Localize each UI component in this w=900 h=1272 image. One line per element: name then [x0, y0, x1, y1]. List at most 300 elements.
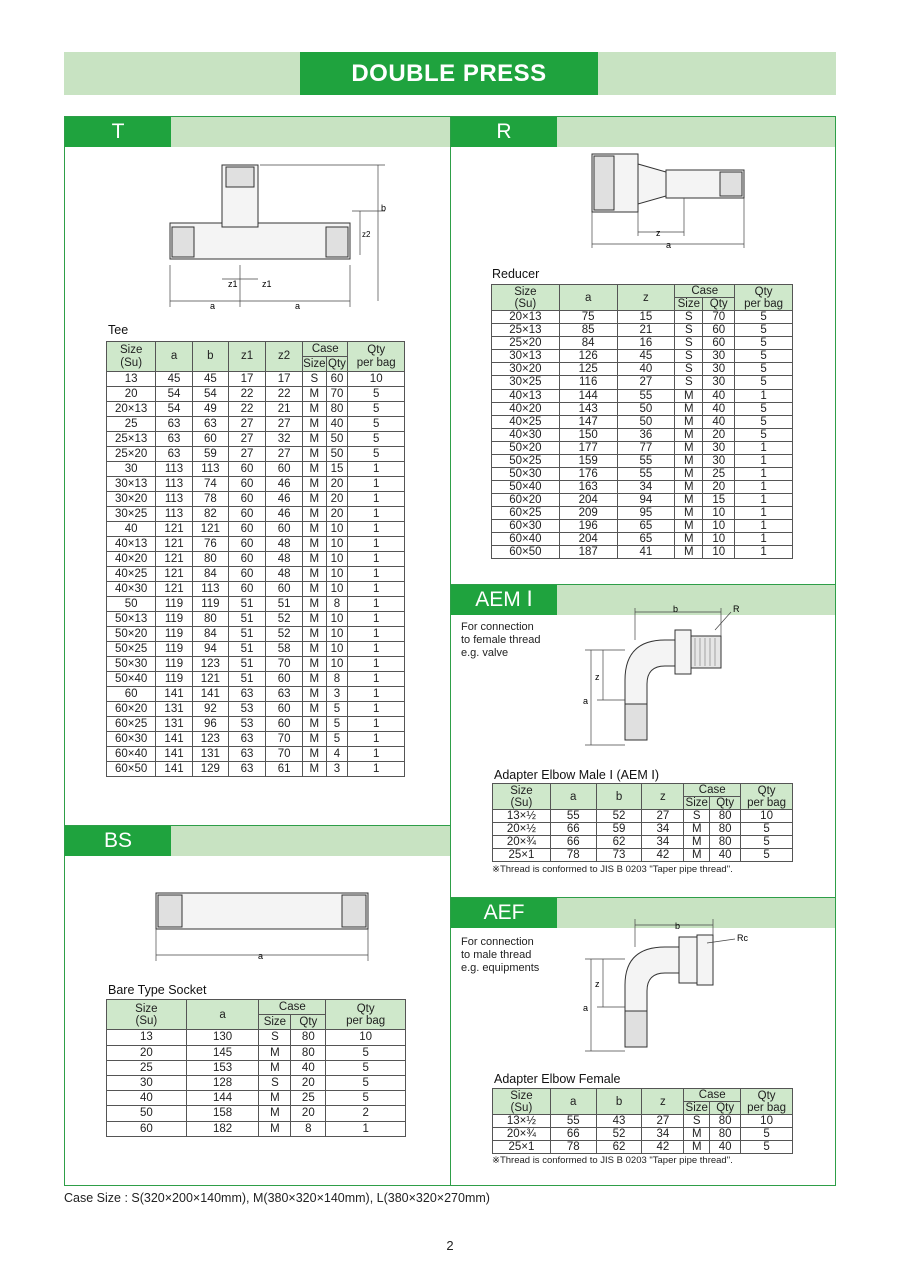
reducer-drawing — [580, 150, 760, 250]
tee-table-cell: 48 — [266, 552, 303, 567]
aem-table-cell: 13×½ — [493, 810, 551, 823]
reducer-table-cell: 126 — [559, 350, 617, 363]
bs-tab: BS — [65, 826, 171, 856]
tee-table-cell: 63 — [229, 762, 266, 777]
bs-table-cell: 20 — [291, 1075, 326, 1090]
tee-table-cell: 51 — [229, 657, 266, 672]
reducer-table-cell: 75 — [559, 311, 617, 324]
reducer-table-cell: 16 — [617, 337, 675, 350]
reducer-table-cell: 60×30 — [492, 520, 560, 533]
tee-table-cell: 40×20 — [107, 552, 156, 567]
tee-dim-z1b: z1 — [262, 279, 272, 289]
tee-table-cell: 50×40 — [107, 672, 156, 687]
tee-table-row — [107, 447, 405, 462]
tee-table-cell: 10 — [326, 627, 348, 642]
tee-table-cell: 63 — [266, 687, 303, 702]
bs-table-cell: M — [259, 1106, 291, 1121]
bs-table-cell: 182 — [186, 1121, 259, 1136]
bs-th-case-size: Size — [259, 1015, 291, 1030]
reducer-table-cell: 65 — [617, 533, 675, 546]
tee-table-cell: 60 — [229, 552, 266, 567]
aem-th-case-size: Size — [685, 797, 708, 810]
bs-th-a: a — [186, 1000, 259, 1030]
reducer-table-cell: 25×13 — [492, 324, 560, 337]
reducer-caption: Reducer — [492, 267, 540, 281]
reducer-th-case-qty: Qty — [703, 298, 735, 311]
tee-table-row — [107, 687, 405, 702]
tee-caption: Tee — [108, 323, 129, 337]
aem-dim-r: R — [733, 604, 740, 614]
tee-table-cell: 60×40 — [107, 747, 156, 762]
tee-table-cell: 84 — [192, 567, 228, 582]
aem-th-b: b — [596, 784, 642, 810]
tee-table-cell: 53 — [229, 702, 266, 717]
reducer-table-row — [492, 507, 793, 520]
tee-table-cell: 1 — [348, 477, 405, 492]
tee-table-cell: 48 — [266, 537, 303, 552]
tee-table-cell: M — [303, 552, 326, 567]
aem-table-cell: 5 — [741, 849, 793, 862]
bs-table-row — [107, 1030, 406, 1045]
tee-table-cell: 129 — [192, 762, 228, 777]
tee-table-cell: 10 — [326, 567, 348, 582]
tee-th-qty: Qty per bag — [348, 342, 405, 372]
tee-table-cell: 51 — [229, 597, 266, 612]
reducer-table-cell: 1 — [735, 533, 793, 546]
bs-th-size: Size (Su) — [107, 1000, 187, 1030]
tee-table-cell: 121 — [156, 582, 192, 597]
bs-table-cell: M — [259, 1045, 291, 1060]
tee-table-cell: 22 — [266, 387, 303, 402]
tee-table-cell: 119 — [156, 627, 192, 642]
tee-table-cell: 63 — [156, 432, 192, 447]
reducer-table-cell: 20×13 — [492, 311, 560, 324]
reducer-table-cell: 25×20 — [492, 337, 560, 350]
tee-table-cell: 60 — [229, 477, 266, 492]
reducer-table-cell: 60×50 — [492, 546, 560, 559]
tee-th-case: Case — [303, 342, 348, 357]
tee-table-cell: 1 — [348, 657, 405, 672]
aef-th-case-qty: Qty — [710, 1102, 741, 1115]
reducer-table-cell: M — [675, 454, 703, 467]
aef-dim-a: a — [583, 1003, 589, 1013]
tee-table-cell: 113 — [156, 462, 192, 477]
aef-table — [492, 1088, 793, 1154]
bs-table-cell: 1 — [326, 1121, 406, 1136]
tee-table-cell: 63 — [229, 747, 266, 762]
reducer-table-cell: 50 — [617, 402, 675, 415]
tee-table-cell: 40 — [107, 522, 156, 537]
reducer-table-cell: 116 — [559, 376, 617, 389]
tee-table-cell: 141 — [156, 762, 192, 777]
reducer-table-cell: 84 — [559, 337, 617, 350]
reducer-table-cell: S — [675, 350, 703, 363]
bs-caption: Bare Type Socket — [108, 983, 207, 997]
tee-table-cell: 82 — [192, 507, 228, 522]
aef-th-size: Size (Su) — [493, 1089, 551, 1115]
aef-table-cell: 78 — [550, 1141, 596, 1154]
bs-table-cell: 153 — [186, 1060, 259, 1075]
reducer-table-cell: 27 — [617, 376, 675, 389]
tee-dim-b: b — [381, 203, 387, 213]
reducer-table-cell: 30 — [703, 376, 735, 389]
bs-dim-a: a — [258, 951, 264, 961]
reducer-table-row — [492, 454, 793, 467]
reducer-table-cell: M — [675, 546, 703, 559]
bs-table-cell: 8 — [291, 1121, 326, 1136]
tee-dim-a2: a — [295, 301, 301, 311]
reducer-table-cell: 1 — [735, 389, 793, 402]
reducer-table-cell: 1 — [735, 494, 793, 507]
tee-table-cell: 40×30 — [107, 582, 156, 597]
tee-table-cell: 60×25 — [107, 717, 156, 732]
tee-table-cell: 1 — [348, 507, 405, 522]
tee-table-cell: 60 — [266, 582, 303, 597]
tee-table-cell: 92 — [192, 702, 228, 717]
tee-table-row — [107, 507, 405, 522]
reducer-table-cell: 5 — [735, 376, 793, 389]
tee-table-cell: 60×50 — [107, 762, 156, 777]
tee-table-cell: 1 — [348, 567, 405, 582]
bs-table-cell: 25 — [291, 1091, 326, 1106]
tee-table-cell: 60 — [192, 432, 228, 447]
reducer-table-cell: S — [675, 337, 703, 350]
reducer-table-cell: 65 — [617, 520, 675, 533]
tee-table-cell: 121 — [156, 537, 192, 552]
tee-table-row — [107, 567, 405, 582]
tee-th-z2: z2 — [266, 342, 303, 372]
tee-table-row — [107, 627, 405, 642]
reducer-table-cell: 20 — [703, 428, 735, 441]
aem-table-cell: 80 — [710, 836, 741, 849]
tee-table-cell: 49 — [192, 402, 228, 417]
bs-table-cell: 20 — [291, 1106, 326, 1121]
tee-table-cell: 121 — [156, 522, 192, 537]
reducer-table-cell: 177 — [559, 441, 617, 454]
bs-th-qty: Qty per bag — [326, 1000, 406, 1030]
aef-table-cell: M — [684, 1128, 710, 1141]
bs-table-cell: 40 — [107, 1091, 187, 1106]
aem-table-cell: 5 — [741, 836, 793, 849]
reducer-table-row — [492, 480, 793, 493]
reducer-table-cell: M — [675, 389, 703, 402]
bs-table-cell: 30 — [107, 1075, 187, 1090]
tee-table-cell: 53 — [229, 717, 266, 732]
bs-table-cell: 128 — [186, 1075, 259, 1090]
reducer-table-cell: 150 — [559, 428, 617, 441]
aef-table-cell: 40 — [710, 1141, 741, 1154]
tee-table-cell: 60×20 — [107, 702, 156, 717]
reducer-table-cell: 143 — [559, 402, 617, 415]
tee-table-row — [107, 522, 405, 537]
tee-table-cell: 8 — [326, 672, 348, 687]
aem-note: ※Thread is conformed to JIS B 0203 "Taper pipe thread". — [492, 864, 733, 875]
reducer-table-cell: 40 — [703, 402, 735, 415]
tee-table-cell: 70 — [266, 732, 303, 747]
tee-table-cell: 60 — [266, 672, 303, 687]
tee-table-cell: 1 — [348, 537, 405, 552]
aem-dim-b: b — [673, 604, 679, 614]
tee-table-cell: M — [303, 747, 326, 762]
tee-table-cell: 32 — [266, 432, 303, 447]
tee-table-cell: 1 — [348, 642, 405, 657]
tee-table-cell: 78 — [192, 492, 228, 507]
tee-table-cell: 141 — [156, 747, 192, 762]
reducer-table-cell: S — [675, 324, 703, 337]
tee-table-cell: 60 — [229, 567, 266, 582]
aem-table-cell: M — [684, 849, 710, 862]
aem-description: For connection to female thread e.g. valve — [461, 621, 541, 659]
tee-table-cell: 48 — [266, 567, 303, 582]
tee-table-cell: M — [303, 537, 326, 552]
bs-table-cell: M — [259, 1091, 291, 1106]
reducer-table-cell: 5 — [735, 350, 793, 363]
reducer-table-cell: 30 — [703, 454, 735, 467]
bs-table-cell: 10 — [326, 1030, 406, 1045]
reducer-table-cell: 50×40 — [492, 480, 560, 493]
reducer-table-cell: M — [675, 520, 703, 533]
tee-table-cell: 3 — [326, 762, 348, 777]
reducer-table-cell: 30 — [703, 350, 735, 363]
tee-table-cell: 3 — [326, 687, 348, 702]
tee-table-cell: 60 — [229, 492, 266, 507]
tee-table-cell: M — [303, 567, 326, 582]
tee-table-cell: 63 — [229, 732, 266, 747]
aem-table-cell: 20×½ — [493, 823, 551, 836]
aem-dim-z: z — [595, 672, 600, 682]
tee-table-cell: 20×13 — [107, 402, 156, 417]
tee-table-cell: M — [303, 507, 326, 522]
aef-table-cell: 66 — [550, 1128, 596, 1141]
reducer-table-cell: 50×30 — [492, 467, 560, 480]
tee-table-row — [107, 612, 405, 627]
tee-th-size: Size (Su) — [107, 342, 156, 372]
tee-table-cell: 25×20 — [107, 447, 156, 462]
aem-table-cell: M — [684, 836, 710, 849]
reducer-table-cell: 94 — [617, 494, 675, 507]
aem-table-row — [493, 836, 793, 849]
reducer-table-cell: 40×30 — [492, 428, 560, 441]
tee-table-cell: 80 — [326, 402, 348, 417]
reducer-table-cell: 55 — [617, 467, 675, 480]
reducer-table-cell: 41 — [617, 546, 675, 559]
tee-table-cell: 5 — [348, 432, 405, 447]
reducer-th-z: z — [617, 285, 675, 311]
tee-table-cell: 17 — [266, 372, 303, 387]
bs-table-cell: M — [259, 1121, 291, 1136]
aem-th-qty: Qty per bag — [741, 784, 793, 810]
tee-table-cell: 58 — [266, 642, 303, 657]
reducer-table-cell: 15 — [617, 311, 675, 324]
reducer-table-cell: 5 — [735, 337, 793, 350]
tee-table-cell: 1 — [348, 762, 405, 777]
bs-table-cell: 130 — [186, 1030, 259, 1045]
reducer-table-cell: 10 — [703, 520, 735, 533]
tee-table-cell: 1 — [348, 732, 405, 747]
reducer-table-cell: 60×40 — [492, 533, 560, 546]
tee-dim-a: a — [210, 301, 216, 311]
tee-table-cell: S — [303, 372, 326, 387]
tee-table-cell: 131 — [192, 747, 228, 762]
tee-dim-z1: z1 — [228, 279, 238, 289]
aem-th-size: Size (Su) — [493, 784, 551, 810]
tee-th-case-qty: Qty — [328, 357, 346, 370]
tee-table-cell: 60 — [266, 522, 303, 537]
tee-table-cell: M — [303, 462, 326, 477]
bs-table-cell: 144 — [186, 1091, 259, 1106]
bs-table-cell: 60 — [107, 1121, 187, 1136]
tee-table-row — [107, 657, 405, 672]
reducer-th-case: Case — [675, 285, 735, 298]
bs-table-cell: 80 — [291, 1045, 326, 1060]
tee-table-cell: 60 — [229, 462, 266, 477]
reducer-th-size: Size (Su) — [492, 285, 560, 311]
tee-table-cell: 119 — [156, 672, 192, 687]
tee-table-cell: 63 — [156, 447, 192, 462]
tee-table-cell: 123 — [192, 657, 228, 672]
tee-table-cell: 54 — [156, 402, 192, 417]
tee-table-cell: 119 — [156, 657, 192, 672]
reducer-table-row — [492, 350, 793, 363]
tee-table-cell: 1 — [348, 522, 405, 537]
tee-table-cell: M — [303, 387, 326, 402]
aef-table-cell: 13×½ — [493, 1115, 551, 1128]
reducer-table-row — [492, 441, 793, 454]
tee-table-cell: 22 — [229, 387, 266, 402]
aem-table-cell: M — [684, 823, 710, 836]
tee-table-cell: 10 — [326, 537, 348, 552]
tee-table-cell: 10 — [326, 582, 348, 597]
reducer-table-cell: 1 — [735, 507, 793, 520]
tee-table-cell: 121 — [156, 567, 192, 582]
tee-table-cell: 27 — [229, 417, 266, 432]
bs-table-cell: 50 — [107, 1106, 187, 1121]
tee-table-cell: 60 — [266, 462, 303, 477]
reducer-table-cell: 196 — [559, 520, 617, 533]
bs-table-cell: 20 — [107, 1045, 187, 1060]
aem-th-case: Case — [684, 784, 741, 797]
tee-table-cell: 15 — [326, 462, 348, 477]
tee-table-cell: 25 — [107, 417, 156, 432]
tee-table-cell: 46 — [266, 492, 303, 507]
tee-table-cell: 20 — [326, 477, 348, 492]
aef-table-cell: 80 — [710, 1128, 741, 1141]
aem-table-cell: 5 — [741, 823, 793, 836]
tee-table-cell: M — [303, 522, 326, 537]
reducer-table-cell: 34 — [617, 480, 675, 493]
aem-table-row — [493, 823, 793, 836]
reducer-table-cell: 5 — [735, 363, 793, 376]
tee-table-cell: 1 — [348, 492, 405, 507]
tee-table-row — [107, 432, 405, 447]
tee-table-cell: 119 — [156, 612, 192, 627]
aef-table-cell: 20×¾ — [493, 1128, 551, 1141]
tee-table-cell: M — [303, 432, 326, 447]
bs-table-cell: 5 — [326, 1091, 406, 1106]
tee-table-cell: 30 — [107, 462, 156, 477]
tee-table-cell: 51 — [229, 672, 266, 687]
tee-table-cell: 5 — [348, 447, 405, 462]
aef-drawing — [575, 915, 765, 1055]
tee-table-cell: 27 — [229, 447, 266, 462]
reducer-table-row — [492, 520, 793, 533]
tee-th-a: a — [156, 342, 192, 372]
aef-table-cell: 42 — [642, 1141, 684, 1154]
tee-table-cell: 5 — [326, 702, 348, 717]
tee-table — [106, 341, 405, 777]
tee-table-cell: 10 — [326, 612, 348, 627]
reducer-table-cell: 55 — [617, 454, 675, 467]
tee-table-cell: 1 — [348, 702, 405, 717]
tee-table-cell: 1 — [348, 717, 405, 732]
tee-dim-z2: z2 — [362, 230, 371, 239]
reducer-table-row — [492, 494, 793, 507]
bs-th-case: Case — [259, 1000, 326, 1015]
aef-th-qty: Qty per bag — [741, 1089, 793, 1115]
reducer-table-cell: 159 — [559, 454, 617, 467]
reducer-table-cell: 60×25 — [492, 507, 560, 520]
tee-table-cell: 61 — [266, 762, 303, 777]
tee-table-cell: M — [303, 672, 326, 687]
reducer-table-cell: 1 — [735, 546, 793, 559]
reducer-table-cell: 5 — [735, 324, 793, 337]
reducer-table-cell: 1 — [735, 467, 793, 480]
tee-table-cell: 50×13 — [107, 612, 156, 627]
tee-table-cell: 84 — [192, 627, 228, 642]
reducer-tab: R — [451, 117, 557, 147]
tee-table-cell: 60 — [229, 537, 266, 552]
tee-table-row — [107, 402, 405, 417]
reducer-table-cell: 10 — [703, 546, 735, 559]
aef-table-cell: 5 — [741, 1128, 793, 1141]
reducer-table-cell: 40×13 — [492, 389, 560, 402]
reducer-table-cell: 147 — [559, 415, 617, 428]
reducer-th-case-size: Size — [675, 298, 703, 311]
reducer-table-cell: 60×20 — [492, 494, 560, 507]
tee-table-cell: 51 — [229, 627, 266, 642]
tee-table-cell: 20 — [326, 507, 348, 522]
aef-table-cell: 10 — [741, 1115, 793, 1128]
tee-table-row — [107, 672, 405, 687]
aef-table-cell: M — [684, 1141, 710, 1154]
bs-table-cell: 80 — [291, 1030, 326, 1045]
tee-th-z1: z1 — [229, 342, 266, 372]
aem-table-cell: 66 — [550, 836, 596, 849]
tee-table-cell: 121 — [192, 522, 228, 537]
tee-table-cell: 52 — [266, 612, 303, 627]
tee-table-cell: 10 — [348, 372, 405, 387]
aem-table-cell: 78 — [550, 849, 596, 862]
tee-table-cell: 96 — [192, 717, 228, 732]
bs-table-row — [107, 1121, 406, 1136]
aem-table-cell: 10 — [741, 810, 793, 823]
tee-table-cell: 1 — [348, 552, 405, 567]
aem-table-cell: 34 — [642, 823, 684, 836]
aem-caption: Adapter Elbow Male Ⅰ (AEM Ⅰ) — [494, 768, 660, 782]
tee-table-cell: 119 — [156, 597, 192, 612]
tee-table-cell: 5 — [348, 402, 405, 417]
tee-table-row — [107, 732, 405, 747]
reducer-table-cell: M — [675, 480, 703, 493]
tee-table-cell: 60 — [326, 372, 348, 387]
reducer-table-cell: 204 — [559, 494, 617, 507]
bs-tab-bar — [171, 826, 450, 856]
aem-th-z: z — [642, 784, 684, 810]
bs-table-cell: 13 — [107, 1030, 187, 1045]
bs-table-row — [107, 1060, 406, 1075]
tee-table-cell: M — [303, 732, 326, 747]
tee-table-row — [107, 492, 405, 507]
